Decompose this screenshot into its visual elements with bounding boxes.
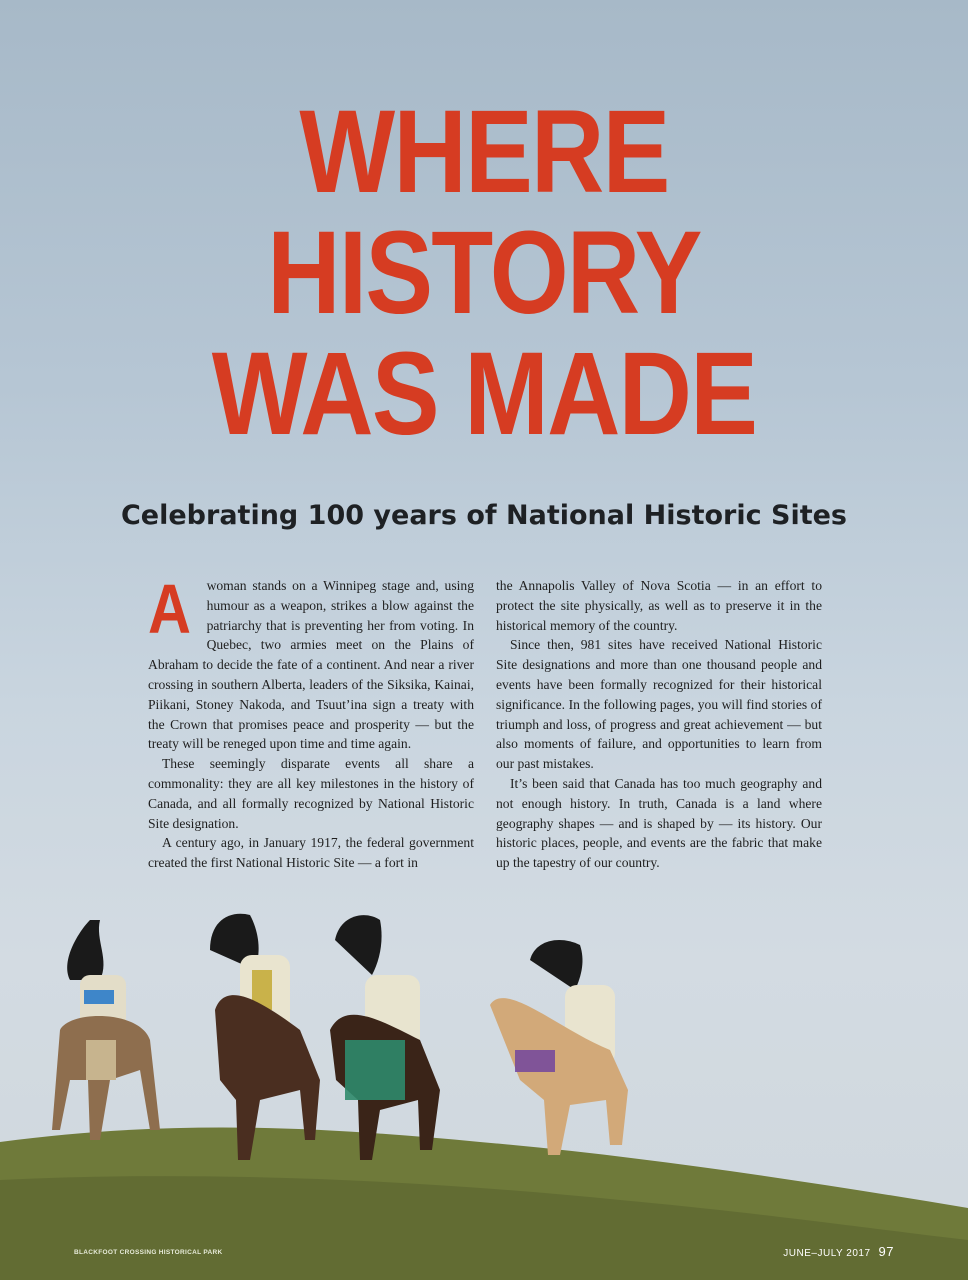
article-column-right <box>496 576 822 873</box>
article-paragraph: It’s been said that Canada has too much geography and not enough history. In truth, Canada is a land where geography shapes — and is shaped by — its history. Our historic places, people, and events are the fabric that make up the tapestry of our country. <box>496 775 822 871</box>
rider-4 <box>490 940 628 1155</box>
rider-3 <box>330 915 440 1160</box>
page-number: 97 <box>878 1244 894 1259</box>
headline-line-1: WHERE <box>299 86 669 218</box>
paragraph-text: woman stands on a Winnipeg stage and, using humour as a weapon, strikes a blow against the patriarchy that is preventing her from voting. In Quebec, two armies meet on the Plains of Abraham to decide the fate of a continent. And near a river crossing in southern Alberta, leaders of the Siksika, Kainai, Piikani, Stoney Nakoda, and Tsuut’ina sign a treaty with the Crown that promises peace and prosperity — but the treaty will be reneged upon time and time again. <box>148 578 474 752</box>
rider-1 <box>52 920 160 1140</box>
headline-line-2: HISTORY <box>267 207 701 339</box>
rider-2 <box>210 914 320 1160</box>
drop-cap: A <box>148 570 191 648</box>
riders-on-hill-photo <box>0 880 968 1280</box>
article-paragraph: These seemingly disparate events all share a commonality: they are all key milestones in the history of Canada, and all formally recognized by National Historic Site designation. <box>148 756 474 831</box>
article-column-left <box>148 570 474 873</box>
subtitle: Celebrating 100 years of National Historic Sites <box>120 500 847 531</box>
folio <box>783 1244 894 1259</box>
issue-date: JUNE–JULY 2017 <box>783 1248 871 1259</box>
article-paragraph: the Annapolis Valley of Nova Scotia — in an effort to protect the site physically, as well as to preserve it in the historical memory of the country. <box>496 578 822 633</box>
article-paragraph: A century ago, in January 1917, the federal government created the first National Historic Site — a fort in <box>148 835 474 871</box>
headline <box>68 86 900 460</box>
article-paragraph: Since then, 981 sites have received National Historic Site designations and more than one thousand people and events have been formally recognized for their historical significance. In the following pages, you will find stories of triumph and loss, of progress and great achievement — but also moments of failure, and opportunities to learn from our past mistakes. <box>496 637 822 772</box>
article-paragraph <box>148 570 474 754</box>
headline-line-3: WAS MADE <box>211 328 757 460</box>
photo-credit: BLACKFOOT CROSSING HISTORICAL PARK <box>74 1249 223 1256</box>
